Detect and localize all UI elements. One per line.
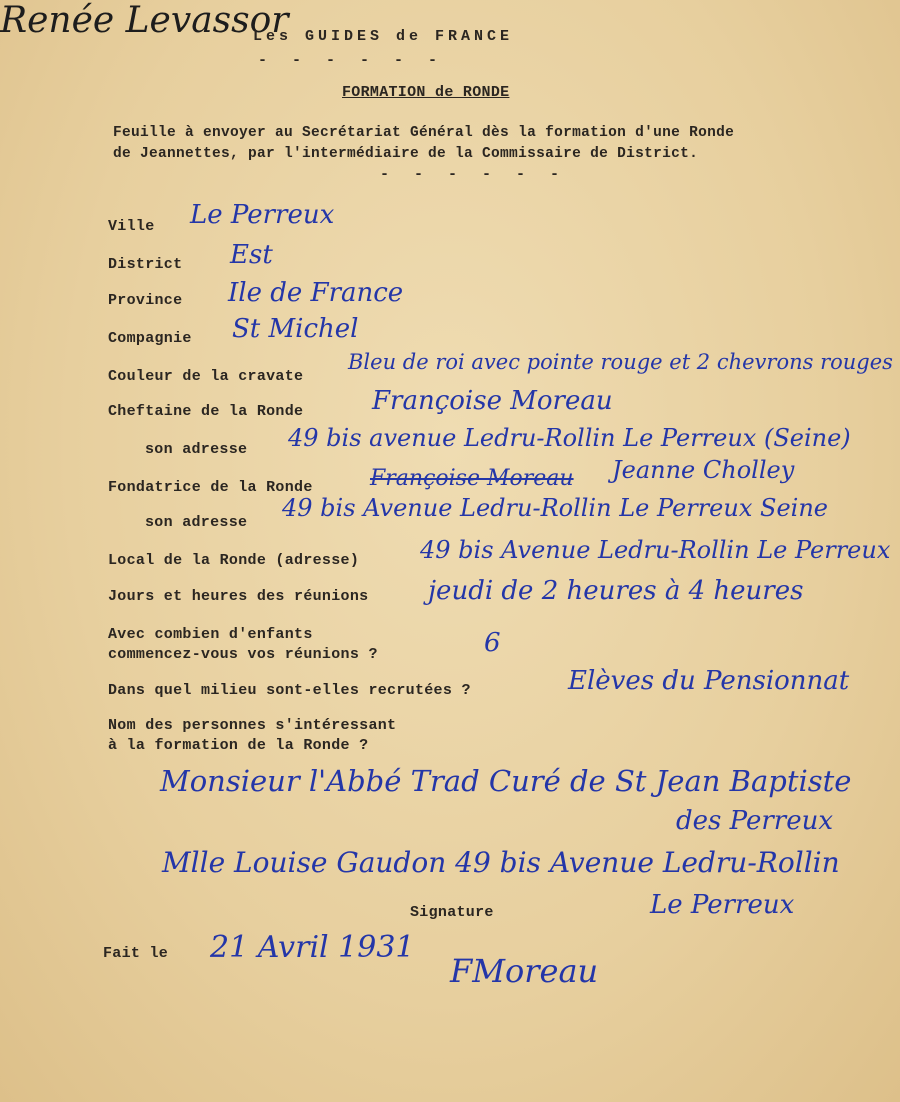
compagnie-value: St Michel [232,314,359,344]
fondatrice-struck-value: Françoise Moreau [370,466,574,491]
signature-moreau: FMoreau [450,952,599,990]
enfants-label-1: Avec combien d'enfants [108,626,313,643]
cheftaine-adresse-label: son adresse [145,441,248,458]
personne-1-line-2: des Perreux [676,806,834,836]
cravate-label: Couleur de la cravate [108,368,304,385]
cheftaine-value: Françoise Moreau [372,386,613,416]
milieu-value: Elèves du Pensionnat [568,666,850,696]
jours-label: Jours et heures des réunions [108,588,369,605]
intro-line-2: de Jeannettes, par l'intermédiaire de la Commissaire de District. [113,146,699,162]
fondatrice-adresse-label: son adresse [145,514,248,531]
enfants-label-2: commencez-vous vos réunions ? [108,646,378,663]
local-value: 49 bis Avenue Ledru-Rollin Le Perreux [420,536,891,564]
fait-label: Fait le [103,945,169,962]
enfants-value: 6 [484,628,501,658]
compagnie-label: Compagnie [108,330,192,347]
ville-value: Le Perreux [190,200,335,230]
jours-value: jeudi de 2 heures à 4 heures [428,576,804,606]
fondatrice-adresse-value: 49 bis Avenue Ledru-Rollin Le Perreux Seine [282,494,828,522]
signature-label: Signature [410,904,494,921]
form-title: FORMATION de RONDE [342,84,510,101]
province-label: Province [108,292,183,309]
fondatrice-label: Fondatrice de la Ronde [108,479,313,496]
district-label: District [108,256,183,273]
ville-label: Ville [108,218,155,235]
org-header: Les GUIDES de FRANCE [253,28,514,45]
personnes-label-1: Nom des personnes s'intéressant [108,717,397,734]
date-value: 21 Avril 1931 [210,930,415,965]
intro-line-1: Feuille à envoyer au Secrétariat Général dès la formation d'une Ronde [113,125,735,141]
fondatrice-value: Jeanne Cholley [612,456,795,484]
personne-2-line-1: Mlle Louise Gaudon 49 bis Avenue Ledru-Rollin [162,846,840,879]
intro-dashes: - - - - - - [380,166,568,183]
header-dashes: - - - - - - [258,52,446,69]
personne-2-line-2: Le Perreux [650,890,795,920]
cheftaine-adresse-value: 49 bis avenue Ledru-Rollin Le Perreux (Seine) [288,424,851,452]
cravate-value: Bleu de roi avec pointe rouge et 2 chevrons rouges [348,350,893,374]
signature-levassor: Renée Levassor [0,0,289,41]
province-value: Ile de France [228,278,404,308]
personnes-label-2: à la formation de la Ronde ? [108,737,369,754]
personne-1-line-1: Monsieur l'Abbé Trad Curé de St Jean Baptiste [160,764,852,798]
cheftaine-label: Cheftaine de la Ronde [108,403,304,420]
milieu-label: Dans quel milieu sont-elles recrutées ? [108,682,471,699]
district-value: Est [230,240,273,270]
local-label: Local de la Ronde (adresse) [108,552,360,569]
